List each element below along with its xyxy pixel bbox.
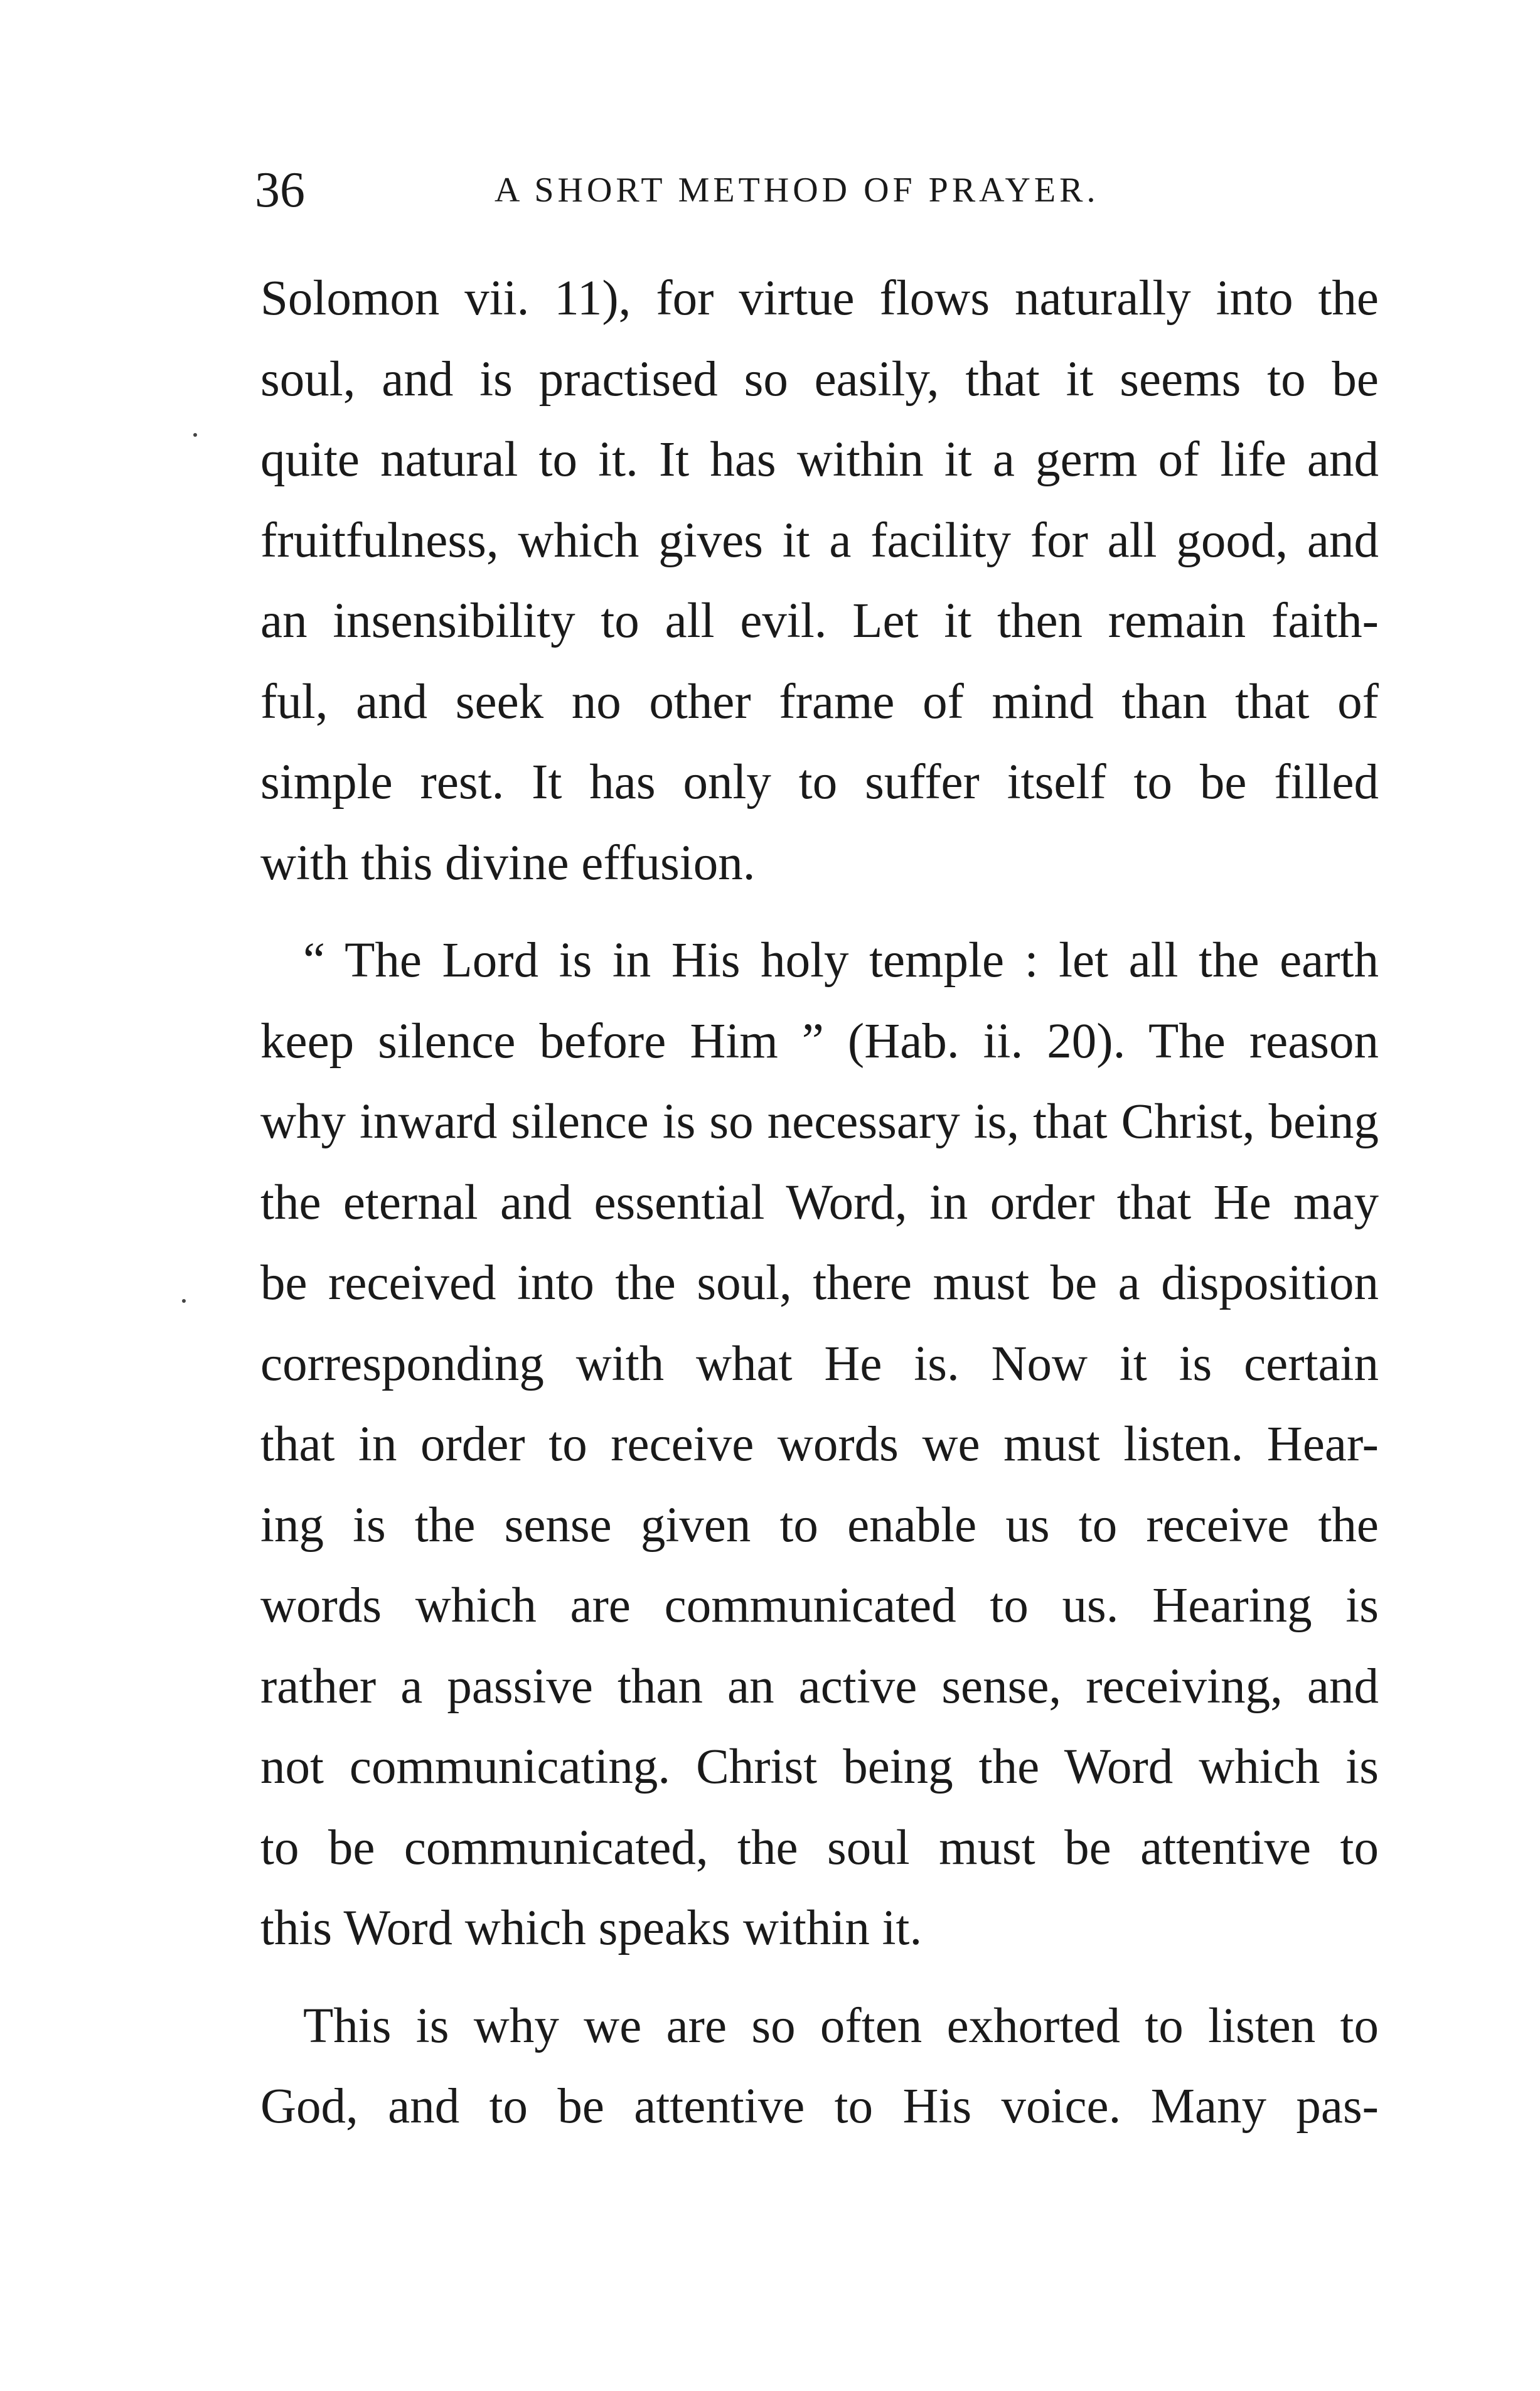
text-line: ful, and seek no other frame of mind than that of xyxy=(260,674,1379,729)
text-line: this Word which speaks within it. xyxy=(260,1901,922,1955)
text-line: quite natural to it. It has within it a germ of life and xyxy=(260,432,1379,487)
text-line: to be communicated, the soul must be attentive to xyxy=(260,1820,1379,1875)
text-line: that in order to receive words we must listen. Hear- xyxy=(260,1417,1379,1472)
text-line: fruitfulness, which gives it a facility for all good, and xyxy=(260,513,1379,568)
margin-speck xyxy=(193,433,197,437)
text-line: an insensibility to all evil. Let it then remain faith- xyxy=(260,594,1379,648)
text-line: keep silence before Him ” (Hab. ii. 20). The reason xyxy=(260,1014,1379,1069)
text-line: why inward silence is so necessary is, that Christ, being xyxy=(260,1094,1379,1149)
text-line: “ The Lord is in His holy temple : let all the earth xyxy=(303,933,1379,988)
text-line: This is why we are so often exhorted to listen to xyxy=(303,1998,1379,2053)
body-text xyxy=(260,259,1379,2148)
text-line: God, and to be attentive to His voice. Many pas- xyxy=(260,2079,1379,2134)
text-line: Solomon vii. 11), for virtue flows naturally into the xyxy=(260,271,1379,326)
text-line: corresponding with what He is. Now it is certain xyxy=(260,1336,1379,1391)
text-line: simple rest. It has only to suffer itself to be filled xyxy=(260,755,1379,810)
text-line: soul, and is practised so easily, that it seems to be xyxy=(260,351,1379,407)
text-line: ing is the sense given to enable us to receive the xyxy=(260,1497,1379,1553)
paragraph-gap xyxy=(260,1969,1379,1986)
text-line: be received into the soul, there must be a disposition xyxy=(260,1256,1379,1310)
text-line: the eternal and essential Word, in order that He may xyxy=(260,1175,1379,1230)
text-line: words which are communicated to us. Hearing is xyxy=(260,1578,1379,1633)
text-line: rather a passive than an active sense, receiving, and xyxy=(260,1659,1379,1714)
running-title: A SHORT METHOD OF PRAYER. xyxy=(495,171,1099,210)
paragraph-gap xyxy=(260,904,1379,921)
running-head xyxy=(255,156,1378,225)
margin-speck xyxy=(182,1299,186,1303)
text-line: not communicating. Christ being the Word which is xyxy=(260,1740,1379,1794)
text-line: with this divine effusion. xyxy=(260,835,756,891)
page-number: 36 xyxy=(255,163,305,218)
